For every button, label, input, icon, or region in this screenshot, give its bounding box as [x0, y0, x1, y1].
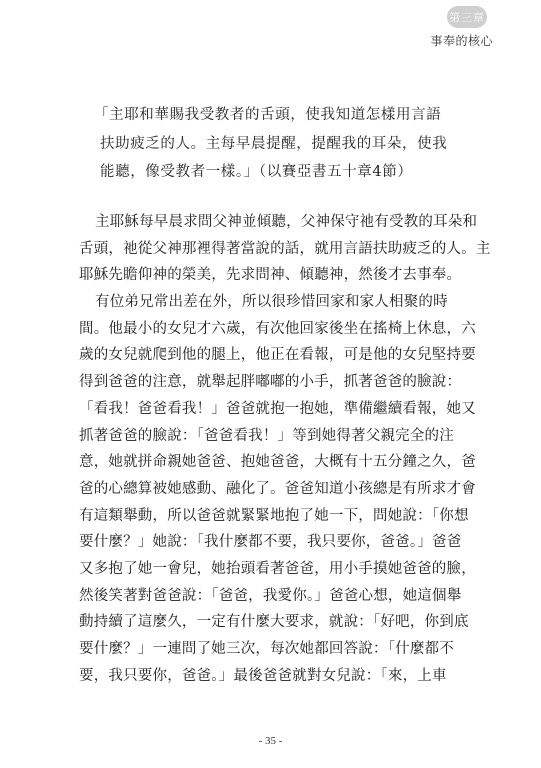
page-number: - 35 -: [258, 735, 283, 747]
body-text: [79, 209, 489, 689]
chapter-badge: 第三章: [447, 6, 487, 28]
paragraph-line: 舌頭，祂從父神那裡得著當說的話，就用言語扶助疲乏的人。主: [79, 240, 491, 257]
paragraph-line: 意，她就拼命親她爸爸、抱她爸爸，大概有十五分鐘之久，爸: [79, 454, 476, 471]
quote-line: 扶助疲乏的人。主每早晨提醒，提醒我的耳朵，使我: [100, 135, 448, 152]
paragraph-line: 得到爸爸的注意，就舉起胖嘟嘟的小手，抓著爸爸的臉說：: [79, 374, 462, 391]
quote-line: 能聽，像受教者一樣。」（以賽亞書五十章4節）: [100, 164, 413, 180]
paragraph-line: 有位弟兄常出差在外，所以很珍惜回家和家人相聚的時: [95, 294, 448, 311]
paragraph-line: 抓著爸爸的臉說：「爸爸看我！」等到她得著父親完全的注: [79, 427, 454, 444]
paragraph-line: 間。他最小的女兒才六歲，有次他回家後坐在搖椅上休息，六: [79, 320, 476, 337]
paragraph-line: 要什麼？」一連問了她三次，每次她都回答說：「什麼都不: [79, 641, 454, 657]
paragraph-line: 動持續了這麼久，一定有什麼大要求，就說：「好吧，你到底: [79, 614, 469, 631]
paragraph-line: 歲的女兒就爬到他的腿上，他正在看報，可是他的女兒堅持要: [79, 347, 476, 364]
running-header: [373, 6, 493, 54]
paragraph-line: 爸的心總算被她感動、融化了。爸爸知道小孩總是有所求才會: [79, 480, 476, 497]
chapter-title: 事奉的核心: [430, 34, 493, 48]
paragraph-line: 「看我！爸爸看我！」爸爸就抱一抱她，準備繼續看報，她又: [79, 400, 476, 417]
paragraph-line: 有這類舉動，所以爸爸就緊緊地抱了她一下，問她說：「你想: [79, 507, 469, 524]
scripture-quote: [94, 101, 489, 187]
paragraph-line: 要，我只要你，爸爸。」最後爸爸就對女兒說：「來，上車: [79, 667, 447, 684]
paragraph-line: 要什麼？」她說：「我什麼都不要，我只要你，爸爸。」爸爸: [79, 534, 462, 551]
paragraph-line: 又多抱了她一會兒，她抬頭看著爸爸，用小手摸她爸爸的臉，: [79, 560, 476, 577]
paragraph-line: 主耶穌每早晨求問父神並傾聽，父神保守祂有受教的耳朵和: [95, 214, 478, 230]
paragraph-line: 然後笑著對爸爸說：「爸爸，我愛你。」爸爸心想，她這個舉: [79, 587, 462, 604]
paragraph-line: 耶穌先瞻仰神的榮美，先求問神、傾聽神，然後才去事奉。: [79, 267, 462, 284]
quote-line: 「主耶和華賜我受教者的舌頭，使我知道怎樣用言語: [94, 107, 442, 123]
